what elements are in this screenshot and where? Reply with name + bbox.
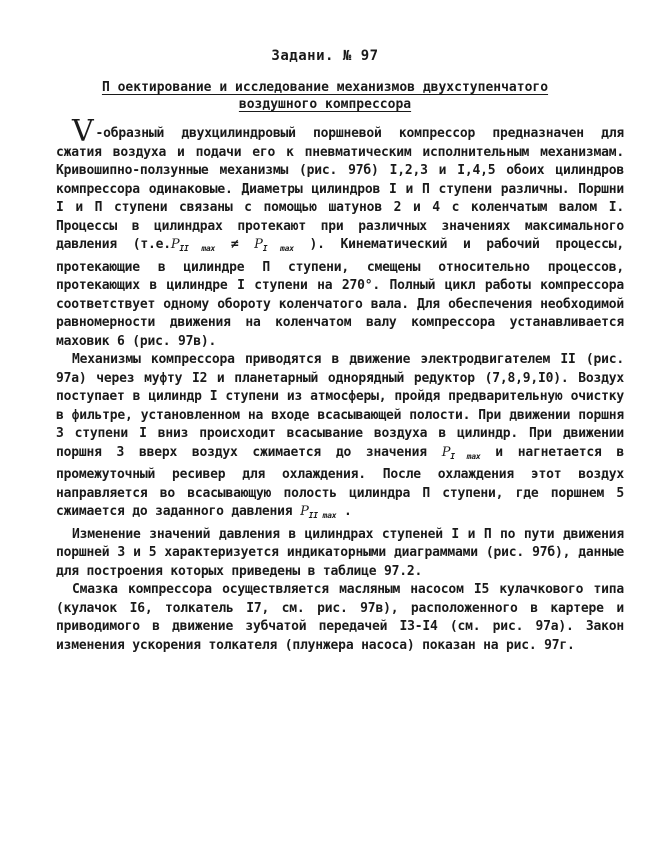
task-number: Задани. № 97: [271, 48, 379, 64]
paragraph-4: Смазка компрессора осуществляется масляным насосом I5 кулачкового типа (кулачок I6, толкатель I7, см. рис. 97в), расположенного в картере и приводимого в движение зубчатой передачей I3-I4 (см. рис. 97а). Закон изменения ускорения толкателя (плунжера насоса) показан на рис. 97г.: [56, 582, 624, 653]
paragraph-1-text-b: ). Кинематический и рабочий процессы, протекающие в цилиндре П ступени, смещены относительно процессов, протекающих в цилиндре I ступени на 270°. Полный цикл работы компрессора соответствует одному обороту коленчатого вала. Для обеспечения необходимой равномерности движения на коленчатом валу компрессора устанавливается маховик 6 (рис. 97в).: [56, 237, 624, 349]
big-letter-v: V: [72, 114, 94, 149]
not-equal-sign: ≠: [215, 237, 255, 252]
pressure-symbol: P: [170, 237, 180, 252]
body-text: [56, 114, 624, 655]
paragraph-1: [56, 114, 624, 351]
subscript-i-max: I max: [450, 451, 481, 461]
paragraph-2-text-a: Механизмы компрессора приводятся в движение электродвигателем II (рис. 97а) через муфту I2 и планетарный однорядный редуктор (7,8,9,I0). Воздух поступает в цилиндр I ступени из атмосферы, пройдя предварительную очистку в фильтре, установленном на входе всасывающей полости. При движении поршня 3 ступени I вниз происходит всасывание воздуха в цилиндр. При движении поршня 3 вверх воздух сжимается до значения: [56, 352, 624, 460]
pressure-symbol: P: [441, 444, 451, 460]
subscript-i-max: I max: [262, 244, 294, 253]
paragraph-1-text-a: -образный двухцилиндровый поршневой компрессор предназначен для сжатия воздуха и подачи его к пневматическим исполнительным механизмам. Кривошипно-ползунные механизмы (рис. 97б) I,2,3 и I,4,5 обоих цилиндров компрессора одинаковые. Диаметры цилиндров I и П ступени различны. Поршни I и П ступени связаны с помощью шатунов 2 и 4 с коленчатым валом I. Процессы в цилиндрах протекают при различных значениях максимального давления (т.е.: [56, 126, 624, 252]
title-line-2: воздушного компрессора: [238, 97, 412, 112]
paragraph-2-text-b: и нагнетается в промежуточный ресивер для охлаждения. После охлаждения этот воздух направляется во всасывающую полость цилиндра П ступени, где поршнем 5 сжимается до заданного давления: [56, 444, 624, 519]
paragraph-3: Изменение значений давления в цилиндрах ступеней I и П по пути движения поршней 3 и 5 характеризуется индикаторными диаграммами (рис. 97б), данные для построения которых приведены в таблице 97.2.: [56, 526, 624, 579]
paragraph-2: [56, 351, 624, 526]
pressure-symbol: P: [300, 504, 309, 519]
paragraph-2-text-c: .: [336, 504, 352, 519]
subscript-ii-max: II max: [179, 244, 216, 253]
title-line-1: П оектирование и исследование механизмов двухступенчатого: [101, 80, 549, 95]
pressure-symbol: P: [254, 237, 263, 252]
subscript-ii-max: II max: [308, 511, 337, 520]
